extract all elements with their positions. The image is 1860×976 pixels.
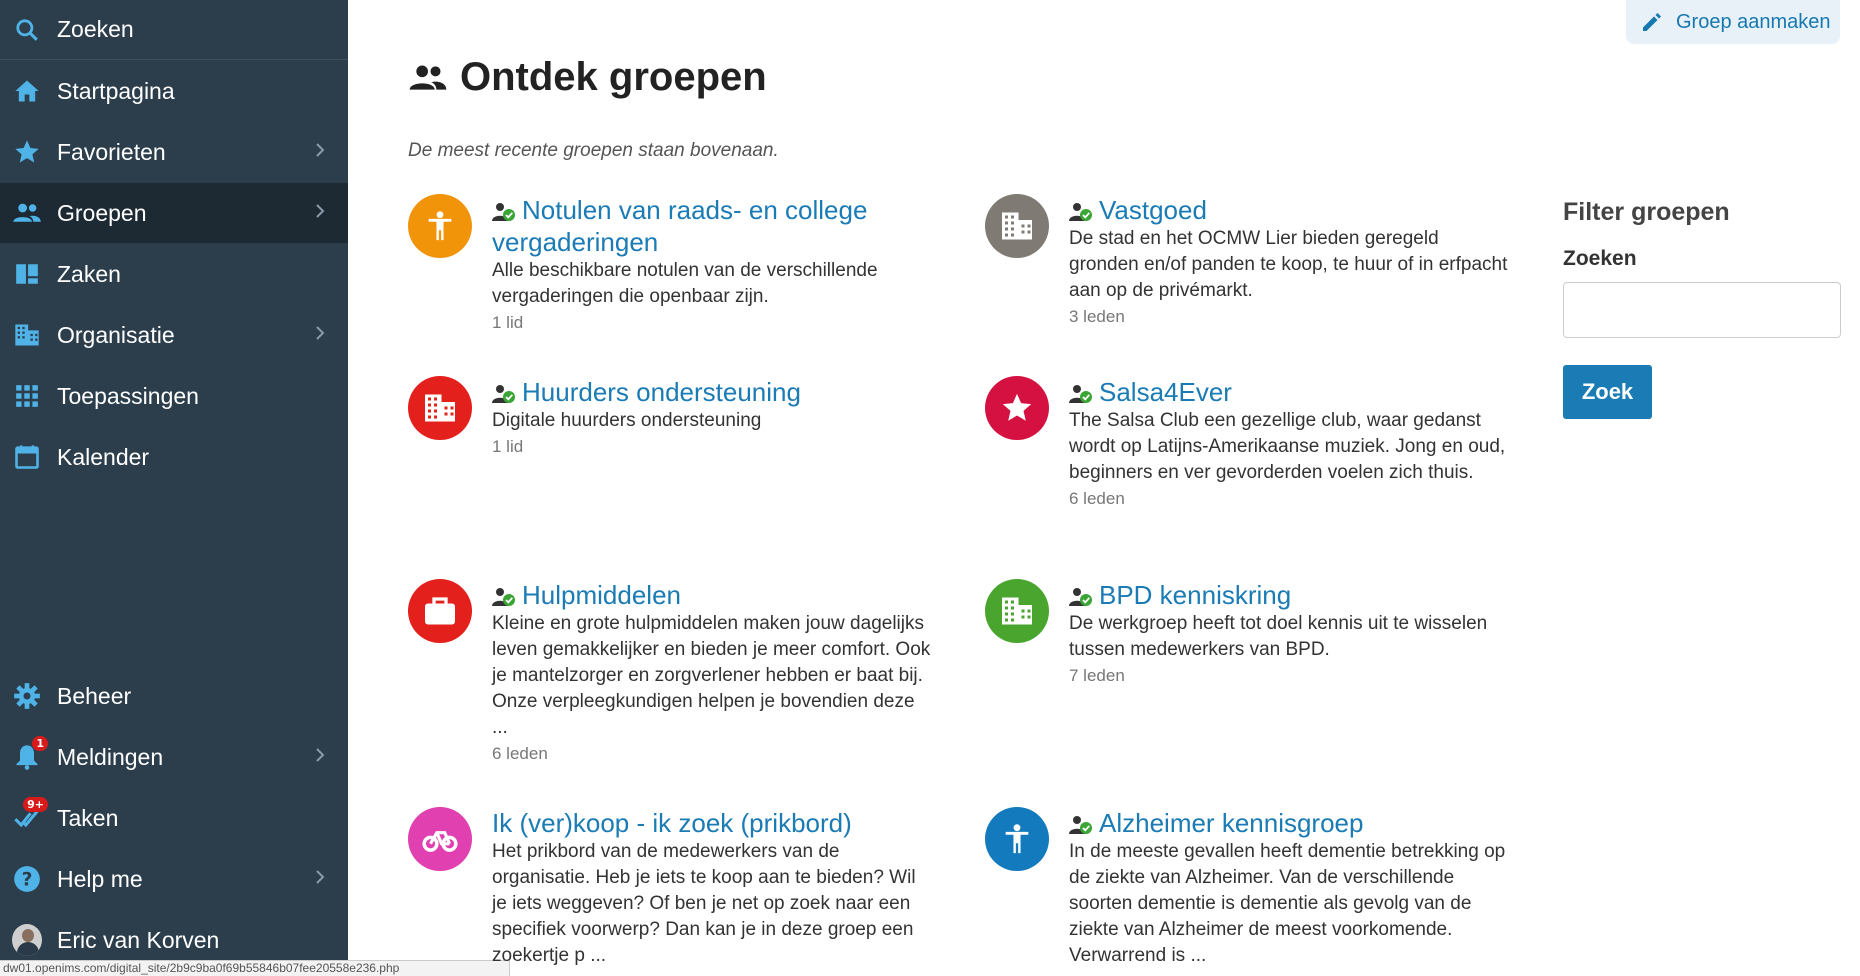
filter-title: Filter groepen bbox=[1563, 198, 1730, 226]
search-button[interactable]: Zoek bbox=[1563, 365, 1652, 419]
group-title-text: Hulpmiddelen bbox=[522, 580, 681, 610]
sidebar-item-startpagina[interactable] bbox=[0, 61, 348, 121]
sidebar-item-organisatie[interactable] bbox=[0, 305, 348, 365]
group-logo[interactable] bbox=[408, 194, 472, 258]
sidebar-item-label: Startpagina bbox=[57, 77, 175, 104]
group-description: Alle beschikbare notulen van de verschillende vergaderingen die openbaar zijn. bbox=[492, 260, 878, 307]
sidebar-item-beheer[interactable] bbox=[0, 666, 348, 726]
people-icon bbox=[12, 198, 42, 228]
group-description: De werkgroep heeft tot doel kennis uit te wisselen tussen medewerkers van BPD. bbox=[1069, 613, 1488, 660]
notification-badge: 1 bbox=[32, 736, 48, 751]
sidebar-item-label: Zaken bbox=[57, 260, 121, 287]
sidebar-item-kalender[interactable] bbox=[0, 427, 348, 487]
sidebar-item-groepen[interactable] bbox=[0, 183, 348, 243]
group-logo[interactable] bbox=[408, 579, 472, 643]
search-icon bbox=[12, 15, 42, 45]
building-icon bbox=[422, 390, 458, 426]
group-title-text: Alzheimer kennisgroep bbox=[1099, 808, 1364, 838]
sidebar bbox=[0, 0, 400, 976]
member-check-icon bbox=[492, 201, 516, 223]
member-check-icon bbox=[1069, 383, 1093, 405]
chevron-right-icon bbox=[310, 201, 330, 221]
person-icon bbox=[1000, 822, 1034, 856]
group-title[interactable] bbox=[492, 376, 932, 408]
building-icon bbox=[12, 320, 42, 350]
briefcase-icon bbox=[422, 593, 458, 629]
group-title-text: Vastgoed bbox=[1099, 195, 1207, 225]
pencil-icon bbox=[1640, 10, 1664, 34]
sidebar-item-label: Kalender bbox=[57, 443, 150, 470]
building-icon bbox=[999, 208, 1035, 244]
member-check-icon bbox=[1069, 201, 1093, 223]
sidebar-item-label: Organisatie bbox=[57, 321, 175, 348]
board-icon bbox=[12, 259, 42, 289]
filter-search-input[interactable] bbox=[1563, 282, 1841, 338]
group-title-text: Huurders ondersteuning bbox=[522, 377, 801, 407]
sidebar-item-label: Favorieten bbox=[57, 138, 166, 165]
home-icon bbox=[12, 76, 42, 106]
create-group-button[interactable] bbox=[1626, 0, 1840, 44]
create-group-label: Groep aanmaken bbox=[1676, 10, 1831, 33]
group-title[interactable] bbox=[1069, 376, 1509, 408]
member-check-icon bbox=[1069, 814, 1093, 836]
building-icon bbox=[999, 593, 1035, 629]
sidebar-search[interactable] bbox=[0, 0, 348, 60]
filter-search-label: Zoeken bbox=[1563, 247, 1637, 270]
tasks-badge: 9+ bbox=[23, 797, 48, 812]
group-title[interactable] bbox=[492, 807, 932, 839]
sidebar-item-toepassingen[interactable] bbox=[0, 366, 348, 426]
group-logo[interactable] bbox=[985, 579, 1049, 643]
help-icon bbox=[12, 864, 42, 894]
group-description: Het prikbord van de medewerkers van de organisatie. Heb je iets te koop aan te bieden? Wil je iets weggeven? Of ben je net op zoek naar een specifiek voorwerp? Dan kan je in deze groep een zoekertje p ... bbox=[492, 841, 916, 966]
chevron-right-icon bbox=[310, 140, 330, 160]
group-description: Digitale huurders ondersteuning bbox=[492, 410, 762, 431]
sidebar-item-favorieten[interactable] bbox=[0, 122, 348, 182]
group-title[interactable] bbox=[492, 579, 932, 611]
group-title[interactable] bbox=[1069, 579, 1509, 611]
group-title-text: Salsa4Ever bbox=[1099, 377, 1232, 407]
group-logo[interactable] bbox=[985, 376, 1049, 440]
sidebar-item-meldingen[interactable] bbox=[0, 727, 348, 787]
sidebar-item-label: Toepassingen bbox=[57, 382, 199, 409]
group-title[interactable] bbox=[1069, 807, 1509, 839]
group-logo[interactable] bbox=[985, 194, 1049, 258]
status-url: dw01.openims.com/digital_site/2b9c9ba0f69b55846b07fee20558e236.php bbox=[0, 960, 510, 976]
group-description: The Salsa Club een gezellige club, waar gedanst wordt op Latijns-Amerikaanse muziek. Jong en oud, beginners en ver gevorderden voelen zich thuis. bbox=[1069, 410, 1506, 483]
person-icon bbox=[423, 209, 457, 243]
group-title-text: BPD kenniskring bbox=[1099, 580, 1292, 610]
sidebar-item-help[interactable] bbox=[0, 849, 348, 909]
people-icon bbox=[408, 58, 448, 98]
group-description: Kleine en grote hulpmiddelen maken jouw dagelijks leven gemakkelijker en bieden je meer comfort. Ook je mantelzorger en zorgverlener hebben er baat bij. Onze verpleegkundigen helpen je bovendien deze ... bbox=[492, 613, 931, 738]
group-title[interactable] bbox=[492, 194, 932, 258]
sidebar-item-taken[interactable] bbox=[0, 788, 348, 848]
page-title bbox=[408, 55, 767, 100]
group-member-count: 1 lid bbox=[492, 437, 524, 456]
sidebar-item-label: Taken bbox=[57, 804, 119, 831]
member-check-icon bbox=[1069, 586, 1093, 608]
group-description: De stad en het OCMW Lier bieden geregeld gronden en/of panden te koop, te huur of in erfpacht aan op de privémarkt. bbox=[1069, 228, 1508, 301]
gear-icon bbox=[12, 681, 42, 711]
group-member-count: 3 leden bbox=[1069, 307, 1125, 326]
user-name: Eric van Korven bbox=[57, 926, 220, 953]
apps-icon bbox=[12, 381, 42, 411]
page-title-text: Ontdek groepen bbox=[460, 55, 767, 99]
group-member-count: 7 leden bbox=[1069, 666, 1125, 685]
bike-icon bbox=[421, 820, 459, 858]
sidebar-item-label: Beheer bbox=[57, 682, 132, 709]
chevron-right-icon bbox=[310, 745, 330, 765]
group-title[interactable] bbox=[1069, 194, 1509, 226]
avatar bbox=[12, 925, 42, 955]
group-description: In de meeste gevallen heeft dementie betrekking op de ziekte van Alzheimer. Van de verschillende soorten dementie is dementie als gevolg van de ziekte van Alzheimer de meest voorkomende. Verwarrend is ... bbox=[1069, 841, 1506, 966]
group-title-text: Notulen van raads- en college vergaderingen bbox=[492, 195, 868, 257]
group-logo[interactable] bbox=[408, 807, 472, 871]
chevron-right-icon bbox=[310, 323, 330, 343]
member-check-icon bbox=[492, 586, 516, 608]
page-subtitle: De meest recente groepen staan bovenaan. bbox=[408, 140, 779, 161]
group-member-count: 6 leden bbox=[492, 744, 548, 763]
star-icon bbox=[12, 137, 42, 167]
calendar-icon bbox=[12, 442, 42, 472]
sidebar-item-label: Help me bbox=[57, 865, 143, 892]
sidebar-item-label: Groepen bbox=[57, 199, 147, 226]
group-logo[interactable] bbox=[985, 807, 1049, 871]
member-check-icon bbox=[492, 383, 516, 405]
group-member-count: 6 leden bbox=[1069, 489, 1125, 508]
group-title-text: Ik (ver)koop - ik zoek (prikbord) bbox=[492, 808, 852, 838]
group-logo[interactable] bbox=[408, 376, 472, 440]
group-member-count: 1 lid bbox=[492, 313, 524, 332]
svg-text:?: ? bbox=[21, 869, 33, 891]
sidebar-search-label: Zoeken bbox=[57, 16, 134, 42]
chevron-right-icon bbox=[310, 867, 330, 887]
check-icon bbox=[12, 798, 44, 833]
bell-icon bbox=[12, 737, 44, 772]
star-icon bbox=[1000, 391, 1034, 425]
sidebar-item-zaken[interactable] bbox=[0, 244, 348, 304]
sidebar-item-label: Meldingen bbox=[57, 743, 164, 770]
